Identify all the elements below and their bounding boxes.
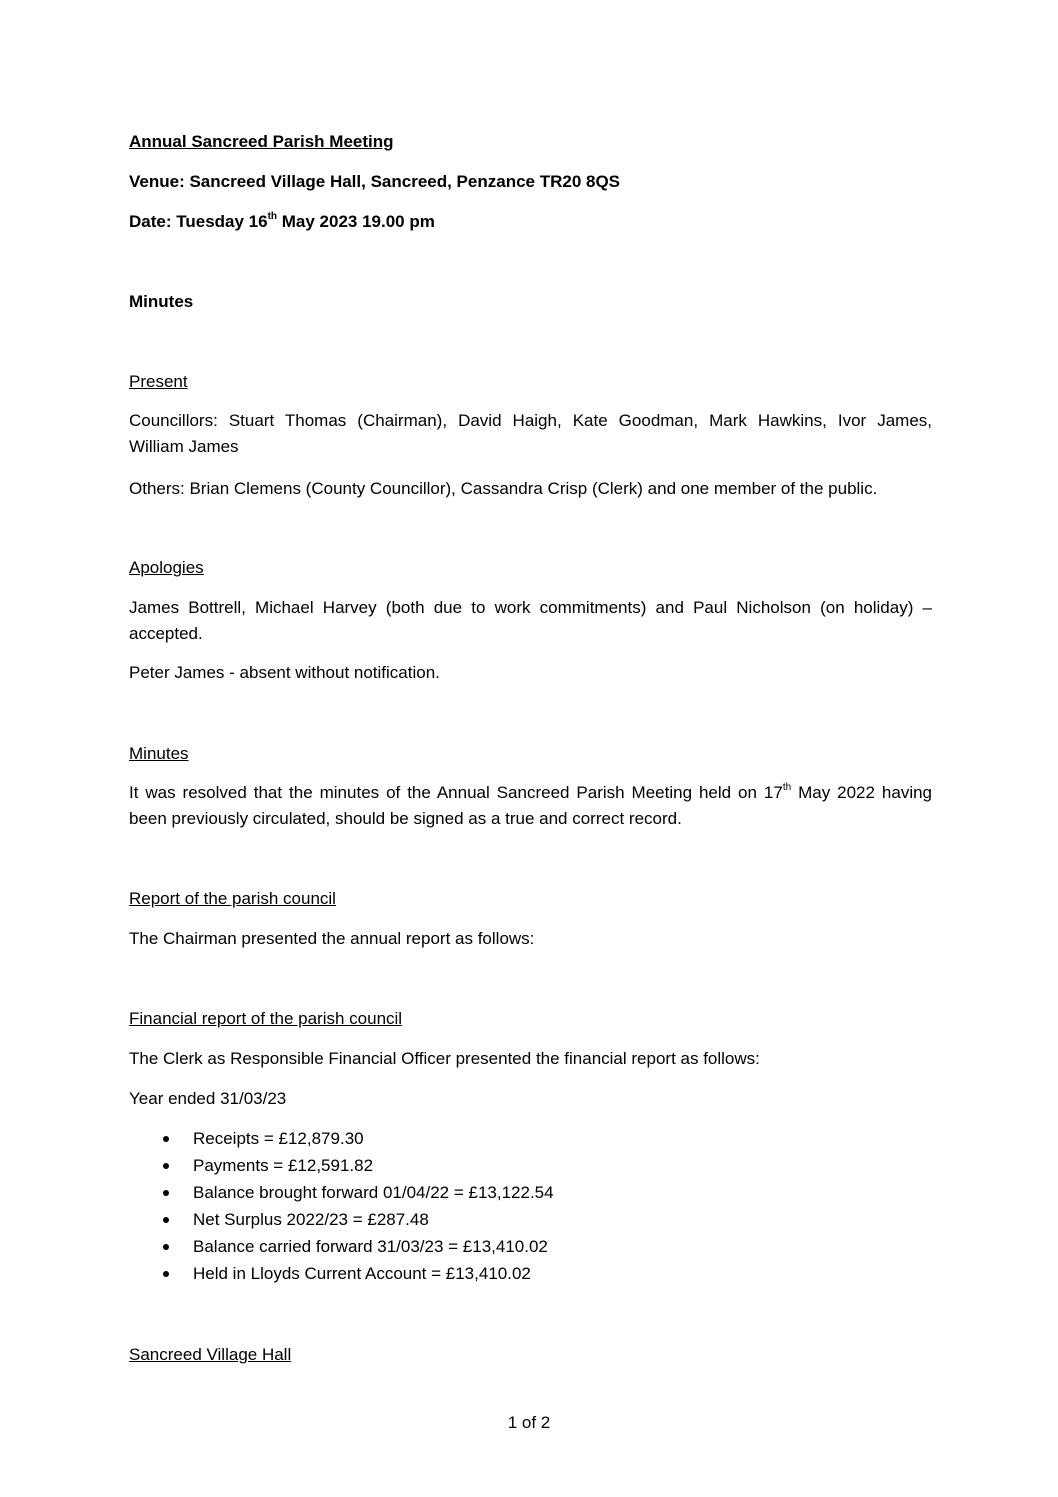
date-line — [129, 212, 435, 232]
list-item-text: Net Surplus 2022/23 = £287.48 — [193, 1210, 429, 1229]
minutes-paragraph — [129, 780, 932, 832]
councillors-paragraph — [129, 408, 932, 460]
list-item — [160, 1263, 554, 1290]
minutes-line-1 — [129, 780, 932, 806]
bullet-icon — [163, 1244, 169, 1250]
date-prefix: Date: Tuesday 16 — [129, 212, 268, 231]
list-item — [160, 1236, 554, 1263]
list-item-text: Balance carried forward 31/03/23 = £13,410.02 — [193, 1237, 548, 1256]
councillors-line-1: Councillors: Stuart Thomas (Chairman), David Haigh, Kate Goodman, Mark Hawkins, Ivor James, — [129, 411, 932, 430]
list-item-text: Held in Lloyds Current Account = £13,410.02 — [193, 1264, 531, 1283]
bullet-icon — [163, 1217, 169, 1223]
minutes-section-heading: Minutes — [129, 744, 189, 763]
minutes-line-1-suffix: May 2022 having — [791, 783, 933, 802]
bullet-icon — [163, 1163, 169, 1169]
report-heading: Report of the parish council — [129, 889, 336, 908]
apologies-line-1: James Bottrell, Michael Harvey (both due to work commitments) and Paul Nicholson (on holiday) – — [129, 598, 932, 617]
list-item-text: Payments = £12,591.82 — [193, 1156, 374, 1175]
apologies-heading: Apologies — [129, 558, 204, 577]
date-suffix: May 2023 19.00 pm — [277, 212, 435, 231]
apologies-line-2: accepted. — [129, 624, 203, 643]
absent-line: Peter James - absent without notification. — [129, 663, 440, 682]
list-item-text: Balance brought forward 01/04/22 = £13,122.54 — [193, 1183, 554, 1202]
document-title: Annual Sancreed Parish Meeting — [129, 132, 394, 151]
financial-heading: Financial report of the parish council — [129, 1009, 403, 1028]
venue-line: Venue: Sancreed Village Hall, Sancreed, Penzance TR20 8QS — [129, 172, 621, 191]
apologies-paragraph — [129, 595, 932, 647]
list-item — [160, 1155, 554, 1182]
list-item — [160, 1128, 554, 1155]
bullet-icon — [163, 1136, 169, 1142]
report-text: The Chairman presented the annual report as follows: — [129, 929, 535, 948]
councillors-line-2: William James — [129, 437, 239, 456]
bullet-icon — [163, 1190, 169, 1196]
present-heading: Present — [129, 372, 188, 391]
year-ended-line: Year ended 31/03/23 — [129, 1089, 287, 1108]
page-number: 1 of 2 — [507, 1413, 551, 1432]
date-ordinal: th — [267, 211, 278, 223]
village-hall-heading: Sancreed Village Hall — [129, 1345, 292, 1364]
minutes-line-2: been previously circulated, should be signed as a true and correct record. — [129, 809, 682, 828]
list-item — [160, 1209, 554, 1236]
list-item — [160, 1182, 554, 1209]
financial-intro: The Clerk as Responsible Financial Officer presented the financial report as follows: — [129, 1049, 760, 1068]
financial-list — [160, 1128, 554, 1290]
list-item-text: Receipts = £12,879.30 — [193, 1129, 364, 1148]
minutes-heading: Minutes — [129, 292, 194, 311]
bullet-icon — [163, 1271, 169, 1277]
minutes-line-1-prefix: It was resolved that the minutes of the Annual Sancreed Parish Meeting held on 17 — [129, 783, 783, 802]
minutes-ordinal: th — [782, 782, 792, 794]
others-line: Others: Brian Clemens (County Councillor), Cassandra Crisp (Clerk) and one member of the public. — [129, 479, 878, 498]
